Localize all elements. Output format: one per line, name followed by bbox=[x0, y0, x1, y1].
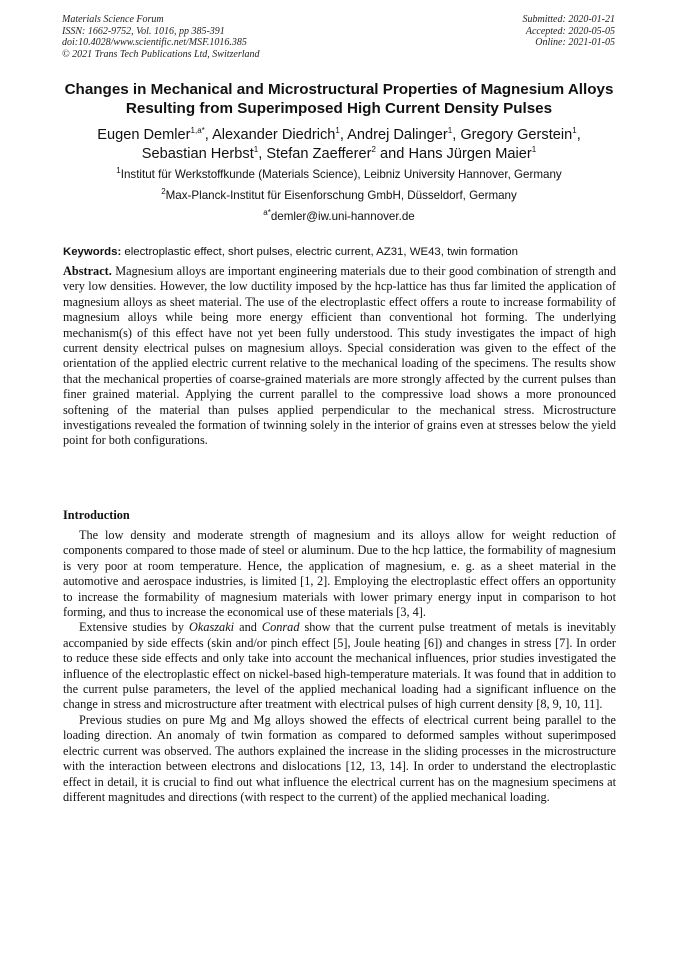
author-sep: , bbox=[339, 127, 348, 143]
affiliation-2 bbox=[30, 189, 648, 203]
introduction-heading: Introduction bbox=[63, 508, 130, 522]
author-list bbox=[30, 126, 648, 164]
author-sup: 1 bbox=[447, 126, 453, 136]
keywords-text: electroplastic effect, short pulses, electric current, AZ31, WE43, twin formation bbox=[121, 246, 518, 258]
abstract bbox=[63, 264, 616, 449]
intro-paragraph-2 bbox=[63, 620, 616, 712]
doi-line: doi:10.4028/www.scientific.net/MSF.1016.385 bbox=[62, 37, 247, 48]
journal-info bbox=[62, 14, 260, 60]
email-sup: a* bbox=[263, 208, 271, 218]
author-sup: 1 bbox=[335, 126, 340, 136]
author-name: Gregory Gerstein bbox=[460, 127, 573, 143]
copyright-line: © 2021 Trans Tech Publications Ltd, Switzerland bbox=[62, 48, 260, 60]
introduction-body bbox=[63, 528, 616, 805]
corresponding-email bbox=[30, 210, 648, 224]
author-name: Stefan Zaefferer bbox=[266, 146, 372, 162]
author-ref-conrad: Conrad bbox=[261, 620, 300, 635]
author-ref-okaszaki: Okaszaki bbox=[189, 620, 235, 635]
author-name: Eugen Demler bbox=[97, 127, 191, 143]
affiliation-sup: 1 bbox=[116, 166, 121, 176]
author-sep: , bbox=[452, 127, 461, 143]
online-date: Online: 2021-01-05 bbox=[535, 37, 615, 48]
accepted-date: Accepted: 2020-05-05 bbox=[525, 25, 615, 37]
affiliation-sup: 2 bbox=[161, 187, 166, 197]
paper-title: Changes in Mechanical and Microstructural Properties of Magnesium Alloys Resulting from Superimposed High Current Density Pulses bbox=[64, 81, 614, 117]
publication-dates bbox=[523, 14, 616, 49]
keywords-label: Keywords: bbox=[63, 246, 122, 258]
affiliation-text: Max-Planck-Institut für Eisenforschung GmbH, Düsseldorf, Germany bbox=[165, 189, 517, 202]
affiliation-1 bbox=[30, 168, 648, 182]
email-text: demler@iw.uni-hannover.de bbox=[270, 210, 415, 223]
author-name: Andrej Dalinger bbox=[347, 127, 448, 143]
affiliation-text: Institut für Werkstoffkunde (Materials Science), Leibniz University Hannover, Germany bbox=[120, 168, 562, 181]
submitted-date: Submitted: 2020-01-21 bbox=[522, 14, 615, 25]
author-sup: 1,a* bbox=[190, 126, 205, 136]
abstract-label: Abstract. bbox=[63, 264, 112, 278]
author-name: Sebastian Herbst bbox=[141, 146, 254, 162]
intro-p2-text: Extensive studies by bbox=[79, 620, 189, 635]
intro-paragraph-1: The low density and moderate strength of magnesium and its alloys allow for weight reduction of components compared to those made of steel or aluminum. Due to the hcp lattice, the formability of magnesium is very poor at room temperature. Hence, the application of magnesium, e. g. as a sheet material in the automotive and aerospace industries, is limited [1, 2]. Employing the electroplastic effect offers an opportunity to increase the formability of magnesium materials with lower primary energy input in comparison to hot forming, and thus to increase the economical use of these materials [3, 4]. bbox=[63, 528, 616, 620]
journal-name: Materials Science Forum bbox=[62, 14, 164, 25]
abstract-text: Magnesium alloys are important engineering materials due to their good combination of strength and very low densities. However, the low ductility imposed by the hcp-lattice has thus far limited the application of magnesium alloys as sheet material. The use of the electroplastic effect offers a route to increase formability of magnesium alloys while being more energy efficient than conventional hot forming. The underlying mechanism(s) of this effect have not yet been fully understood. This study investigates the impact of high current density electrical pulses on magnesium alloys. Special consideration was given to the effect of the orientation of the applied electric current relative to the mechanical loading of the specimens. The results show that the mechanical properties of coarse-grained materials are more strongly affected by the current pulses than finer grained material. Applying the current parallel to the compressive load shows a more pronounced softening of the material than pulses applied perpendicular to the mechanical stress. Microstructure investigations revealed the formation of twinning solely in the interior of grains even at stresses below the yield point for both configurations. bbox=[63, 264, 616, 448]
author-sup: 1 bbox=[531, 145, 537, 155]
author-sup: 2 bbox=[371, 145, 376, 155]
issn-line: ISSN: 1662-9752, Vol. 1016, pp 385-391 bbox=[62, 25, 225, 37]
author-sep: , bbox=[258, 146, 267, 162]
author-sep: and bbox=[375, 146, 409, 162]
author-sep: , bbox=[576, 127, 581, 143]
author-name: Alexander Diedrich bbox=[212, 127, 336, 143]
author-sup: 1 bbox=[572, 126, 577, 136]
keywords bbox=[63, 245, 623, 259]
author-name: Hans Jürgen Maier bbox=[408, 146, 532, 162]
intro-p2-text: and bbox=[234, 620, 262, 635]
intro-paragraph-3: Previous studies on pure Mg and Mg alloys showed the effects of electrical current being parallel to the loading direction. An anomaly of twin formation as compared to deformed samples without superimposed electric current was observed. The authors explained the increase in the sliding processes in the microstructure with the interaction between electrons and dislocations [12, 13, 14]. In order to understand the electroplastic effect in detail, it is crucial to find out what influence the electrical current has on the magnesium specimens at different magnitudes and directions (with respect to the current) of the applied mechanical loading. bbox=[63, 712, 616, 804]
intro-p2-text: show that the current pulse treatment of metals is inevitably accompanied by side effects (skin and/or pinch effect [5], Joule heating [6]) and changes in stress [7]. In order to reduce these side effects and only take into account the mechanical influences, prior studies investigated the influence of the electroplastic effect on nickel-based high-temperature materials. It was found that in addition to the current pulse parameters, the level of the applied mechanical loading had a significant influence on the change in stress and microstructure after treatment with electrical pulses of high current density [8, 9, 10, 11]. bbox=[63, 620, 616, 712]
author-sep: , bbox=[204, 127, 213, 143]
author-sup: 1 bbox=[253, 145, 259, 155]
